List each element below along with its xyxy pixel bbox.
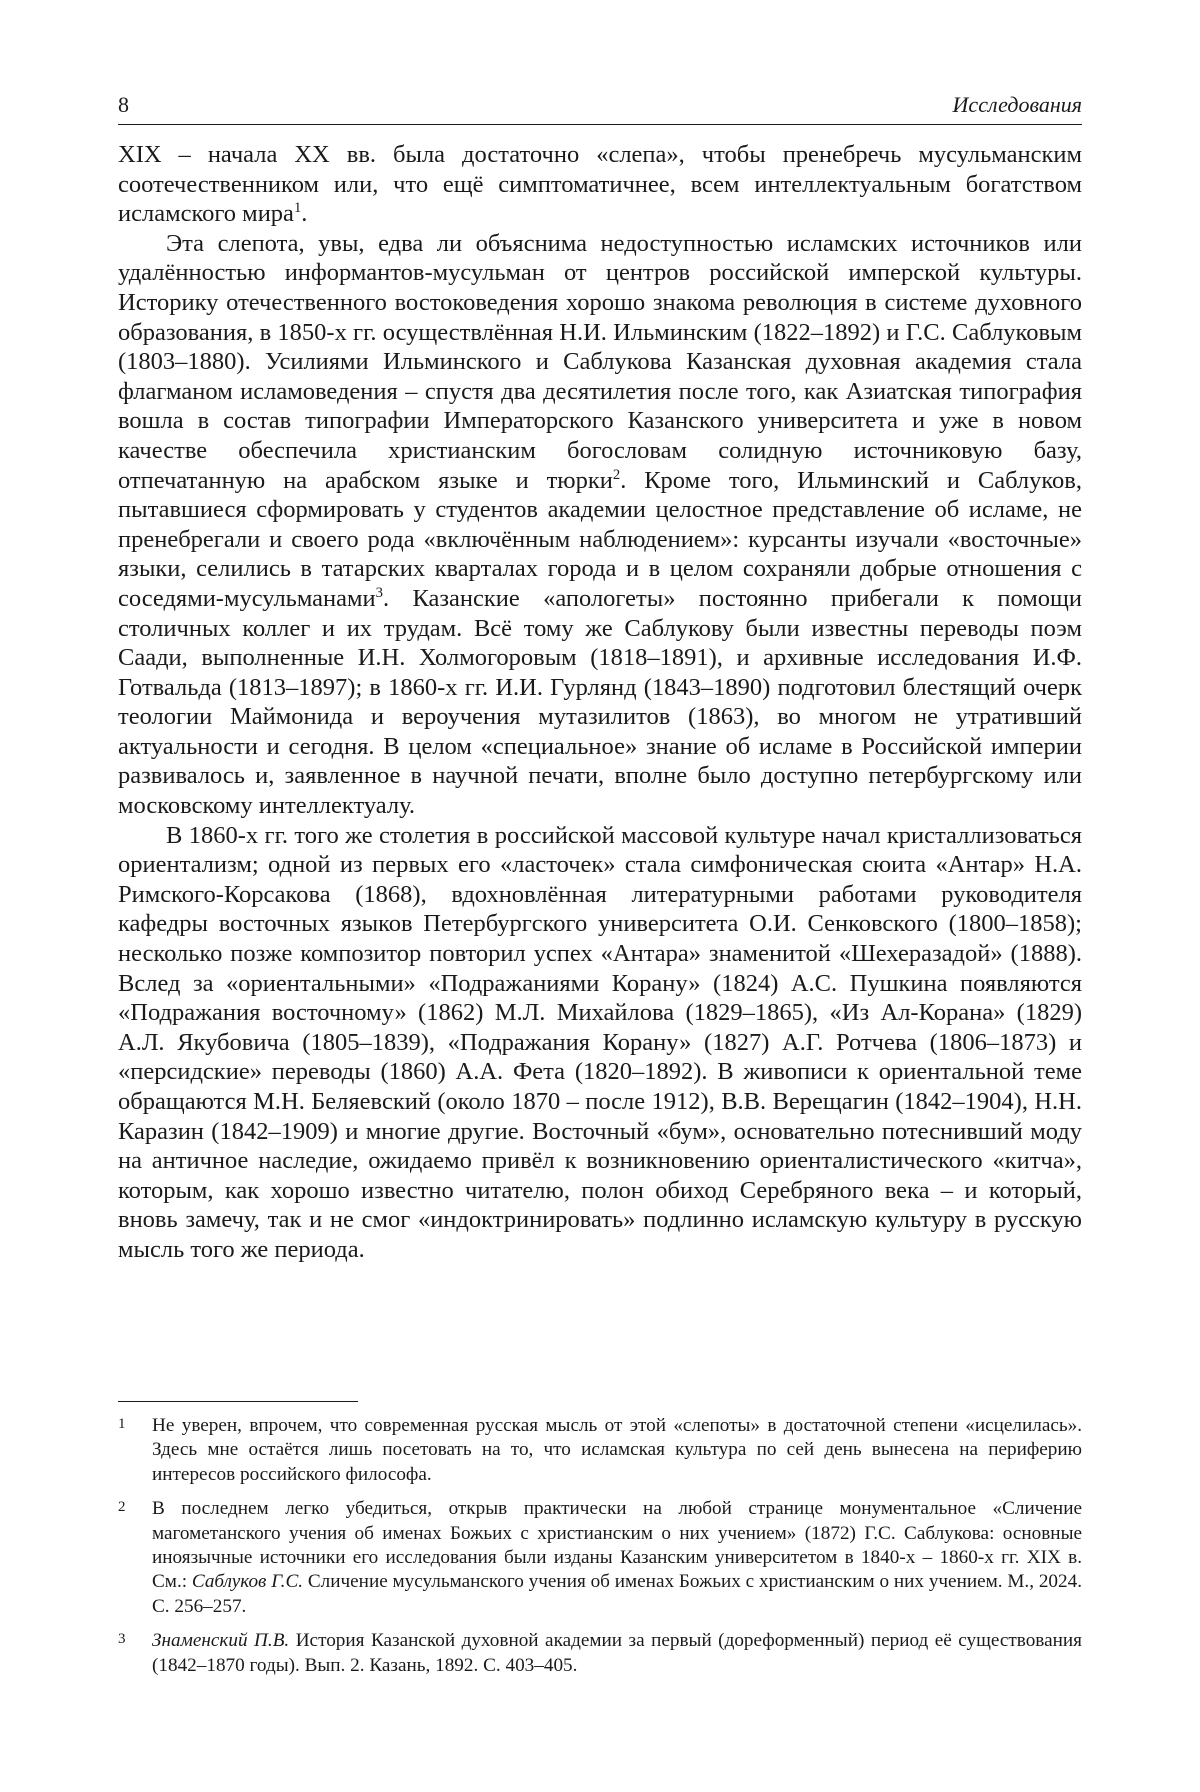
- running-header: [118, 92, 1082, 125]
- paragraph-text: . Кроме того, Ильминский и Саблуков, пытавшиеся сформировать у студентов академии целостное представление об исламе, не пренебрегали и своего рода «включённым наблюдением»: курсанты изучали «восточные» языки, селились в татарских кварталах города и в целом сохраняли добрые отношения с соседями-мусульманами: [118, 466, 1082, 612]
- main-text: [118, 140, 1082, 1265]
- paragraph-text: XIX – начала XX вв. была достаточно «слепа», чтобы пренебречь мусульманским соотечественником или, что ещё симптоматичнее, всем интеллектуальным богатством исламского мира: [118, 141, 1082, 228]
- citation-author: Знаменский П.В.: [152, 1630, 290, 1652]
- footnote-text: История Казанской духовной академии за первый (дореформенный) период её существования (1842–1870 годы). Вып. 2. Казань, 1892. С. 403–405.: [152, 1630, 1082, 1676]
- page-number: 8: [118, 92, 129, 117]
- footnote-ref-1[interactable]: 1: [293, 200, 302, 217]
- paragraph-2: [118, 229, 1082, 821]
- paragraph-1: XIX – начала XX вв. была достаточно «слепа», чтобы пренебречь мусульманским соотечественником или, что ещё симптоматичнее, всем интеллектуальным богатством исламского мира$^1$.: [118, 141, 1082, 228]
- paragraph-3: [118, 821, 1082, 1265]
- footnote-ref-3[interactable]: 3: [375, 584, 384, 601]
- running-head-title: Исследования: [952, 92, 1082, 117]
- footnote-1: [118, 1414, 1082, 1487]
- footnotes: [118, 1414, 1082, 1688]
- footnote-number: 3: [118, 1631, 126, 1648]
- paragraph-text: В 1860-х гг. того же столетия в российской массовой культуре начал кристаллизоваться ориентализм; одной из первых его «ласточек» стала симфоническая сюита «Антар» Н.А. Римского-Корсакова (1868), вдохновлённая литературными работами руководителя кафедры восточных языков Петербургского университета О.И. Сенковского (1800–1858); несколько позже композитор повторил успех «Антара» знаменитой «Шехеразадой» (1888). Вслед за «ориентальными» «Подражаниями Корану» (1824) А.С. Пушкина появляются «Подражания восточному» (1862) М.Л. Михайлова (1829–1865), «Из Ал-Корана» (1829) А.Л. Якубовича (1805–1839), «Подражания Корану» (1827) А.Г. Ротчева (1806–1873) и «персидские» переводы (1860) А.А. Фета (1820–1892). В живописи к ориентальной теме обращаются М.Н. Беляевский (около 1870 – после 1912), В.В. Верещагин (1842–1904), Н.Н. Каразин (1842–1909) и многие другие. Восточный «бум», основательно потеснивший моду на античное наследие, ожидаемо привёл к возникновению ориенталистического «китча», которым, как хорошо известно читателю, полон обиход Серебряного века – и который, вновь замечу, так и не смог «индоктринировать» подлинно исламскую культуру в русскую мысль того же периода.: [118, 821, 1082, 1263]
- footnote-3: [118, 1629, 1082, 1678]
- footnote-number: 1: [118, 1416, 126, 1432]
- footnote-text: Не уверен, впрочем, что современная русская мысль от этой «слепоты» в достаточной степени «исцелилась». Здесь мне остаётся лишь посетовать на то, что исламская культура по сей день вынесена на периферию интересов российского философа.: [152, 1415, 1082, 1485]
- footnote-ref-2[interactable]: 2: [612, 466, 621, 483]
- footnote-2: [118, 1497, 1082, 1619]
- footnote-number: 2: [118, 1499, 126, 1516]
- citation-author: Саблуков Г.С.: [191, 1571, 304, 1593]
- paragraph-text: Эта слепота, увы, едва ли объяснима недоступностью исламских источников или удалённостью информантов-мусульман от центров российской имперской культуры. Историку отечественного востоковедения хорошо знакома революция в системе духовного образования, в 1850-х гг. осуществлённая Н.И. Ильминским (1822–1892) и Г.С. Саблуковым (1803–1880). Усилиями Ильминского и Саблукова Казанская духовная академия стала флагманом исламоведения – спустя два десятилетия после того, как Азиатская типография вошла в состав типографии Императорского Казанского университета и уже в новом качестве обеспечила христианским богословам солидную источниковую базу, отпечатанную на арабском языке и тюрки: [118, 229, 1082, 494]
- paragraph-text: . Казанские «апологеты» постоянно прибегали к помощи столичных коллег и их трудам. Всё тому же Саблукову были известны переводы поэм Саади, выполненные И.Н. Холмогоровым (1818–1891), и архивные исследования И.Ф. Готвальда (1813–1897); в 1860-х гг. И.И. Гурлянд (1843–1890) подготовил блестящий очерк теологии Маймонида и вероучения мутазилитов (1863), во многом не утративший актуальности и сегодня. В целом «специальное» знание об исламе в Российской империи развивалось и, заявленное в научной печати, вполне было доступно петербургскому или московскому интеллектуалу.: [118, 584, 1082, 820]
- footnote-text: Сличение мусульманского учения об именах Божьих с христианским о них учением. М., 2024. С. 256–257.: [152, 1571, 1083, 1617]
- footnote-separator: [118, 1401, 358, 1402]
- footnote-text: В последнем легко убедиться, открыв практически на любой странице монументальное «Сличение магометанского учения об именах Божьих с христианским о них учением» (1872) Г.С. Саблукова: основные иноязычные источники его исследования были изданы Казанским университетом в 1840-х – 1860-х гг. XIX в. См.:: [152, 1498, 1082, 1593]
